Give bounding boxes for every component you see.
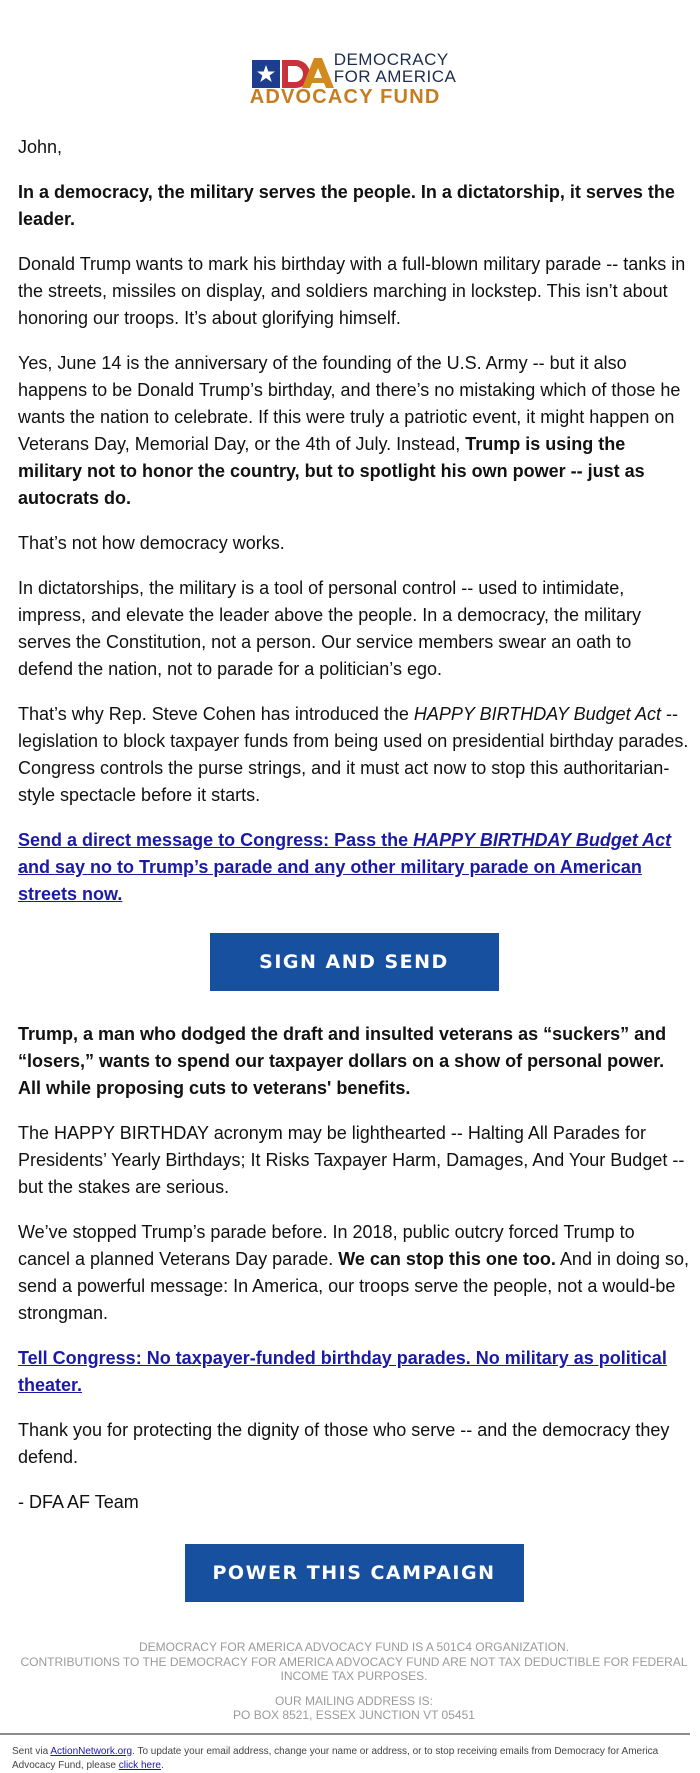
- footer-tax-line: CONTRIBUTIONS TO THE DEMOCRACY FOR AMERICA ADVOCACY FUND ARE NOT TAX DEDUCTIBLE FOR FEDERAL INCOME TAX PURPOSES.: [20, 1654, 688, 1683]
- paragraph-6: [18, 701, 690, 809]
- sent-text-a: Sent via: [12, 1745, 51, 1757]
- power-this-campaign-button[interactable]: POWER THIS CAMPAIGN: [185, 1544, 524, 1602]
- footer: [18, 1640, 690, 1723]
- paragraph-7: [18, 1021, 690, 1102]
- footer-mailing-label: OUR MAILING ADDRESS IS:: [274, 1693, 434, 1708]
- cta1-text-a: Send a direct message to Congress: Pass the: [18, 830, 414, 850]
- paragraph-1: [18, 179, 690, 233]
- paragraph-4: That’s not how democracy works.: [18, 533, 285, 553]
- unsubscribe-link[interactable]: click here: [118, 1759, 161, 1771]
- paragraph-5: In dictatorships, the military is a tool of personal control -- used to intimidate, impress, and elevate the leader above the people. In a democracy, the military serves the Constitution, not a person. Our service members swear an oath to defend the nation, not to parade for a politician’s ego.: [18, 578, 642, 679]
- button-row-1: [18, 926, 690, 1021]
- paragraph-6-text-c: -- legislation to block taxpayer funds from being used on presidential birthday parades. Congress controls the purse strings, and it must act now to stop this authoritarian-style spectacle before it starts.: [18, 704, 689, 805]
- paragraph-10: Thank you for protecting the dignity of those who serve -- and the democracy they defend.: [18, 1420, 670, 1467]
- sent-text-b: . To update your email address, change your name or address, or to stop receiving emails from Democracy for America Advocacy Fund, please: [12, 1745, 659, 1771]
- logo-line-1: DEMOCRACY: [333, 50, 449, 69]
- cta1-act-italic: HAPPY BIRTHDAY Budget Act: [413, 830, 672, 850]
- paragraph-6-text-a: That’s why Rep. Steve Cohen has introduced the: [18, 704, 414, 724]
- sent-via-notice: [0, 1735, 700, 1773]
- paragraph-3-bold: Trump is using the military not to honor the country, but to spotlight his own power -- just as autocrats do.: [18, 434, 645, 508]
- signoff: - DFA AF Team: [18, 1492, 139, 1512]
- actionnetwork-link[interactable]: ActionNetwork.org: [50, 1745, 133, 1757]
- logo: [18, 0, 690, 110]
- cta1-text-c: and say no to Trump’s parade and any other military parade on American streets now.: [18, 857, 642, 904]
- button-row-2: [18, 1534, 690, 1602]
- cta-link-1-wrapper: [18, 827, 690, 908]
- cta-link-2-wrapper: [18, 1345, 690, 1399]
- paragraph-9-bold: We can stop this one too.: [338, 1249, 556, 1269]
- paragraph-9-text-a: We’ve stopped Trump’s parade before. In 2018, public outcry forced Trump to cancel a planned Veterans Day parade.: [18, 1222, 635, 1269]
- paragraph-1-bold: In a democracy, the military serves the people. In a dictatorship, it serves the leader.: [18, 182, 675, 229]
- logo-line-3: ADVOCACY FUND: [249, 86, 441, 108]
- footer-org-line: DEMOCRACY FOR AMERICA ADVOCACY FUND IS A 501C4 ORGANIZATION.: [138, 1640, 570, 1654]
- logo-line-2: FOR AMERICA: [333, 67, 457, 86]
- paragraph-3-text: Yes, June 14 is the anniversary of the founding of the U.S. Army -- but it also happens to be Donald Trump’s birthday, and there’s no mistaking which of those he wants the nation to celebrate. If this were truly a patriotic event, it might happen on Veterans Day, Memorial Day, or the 4th of July. Instead,: [18, 353, 681, 454]
- paragraph-9-text-c: And in doing so, send a powerful message: In America, our troops serve the people, not a would-be strongman.: [18, 1249, 690, 1323]
- cta-link-tell-congress[interactable]: Tell Congress: No taxpayer-funded birthday parades. No military as political theater.: [18, 1348, 667, 1395]
- paragraph-8: The HAPPY BIRTHDAY acronym may be lighthearted -- Halting All Parades for Presidents’ Yearly Birthdays; It Risks Taxpayer Harm, Damages, And Your Budget -- but the stakes are serious.: [18, 1123, 685, 1197]
- paragraph-7-bold: Trump, a man who dodged the draft and insulted veterans as “suckers” and “losers,” wants to spend our taxpayer dollars on a show of personal power. All while proposing cuts to veterans' benefits.: [18, 1024, 667, 1098]
- footer-address: PO BOX 8521, ESSEX JUNCTION VT 05451: [233, 1708, 475, 1722]
- paragraph-3: [18, 350, 690, 512]
- greeting: John,: [18, 137, 63, 157]
- paragraph-2: Donald Trump wants to mark his birthday with a full-blown military parade -- tanks in the streets, missiles on display, and soldiers marching in lockstep. This isn’t about honoring our troops. It’s about glorifying himself.: [18, 254, 686, 328]
- email-body: [10, 0, 690, 1723]
- paragraph-9: [18, 1219, 690, 1327]
- act-name-italic: HAPPY BIRTHDAY Budget Act: [413, 704, 662, 724]
- sign-and-send-button[interactable]: SIGN AND SEND: [210, 933, 499, 991]
- sent-text-c: .: [160, 1759, 164, 1771]
- cta-link-send-message[interactable]: [18, 830, 671, 904]
